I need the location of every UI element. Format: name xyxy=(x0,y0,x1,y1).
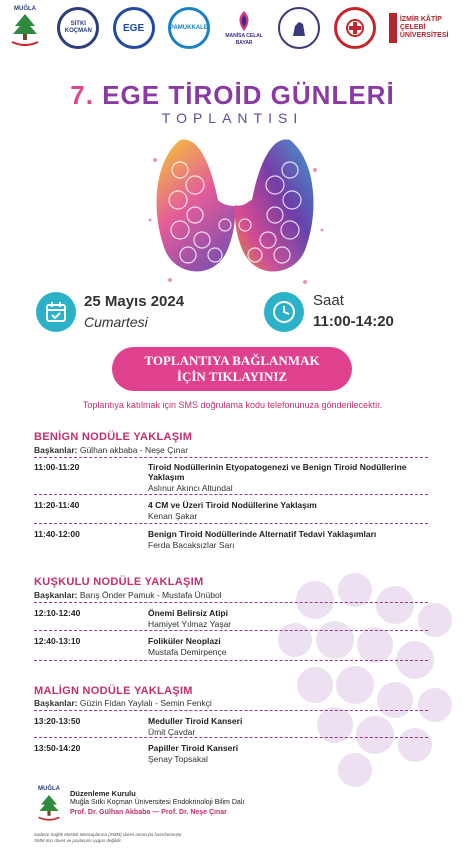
fine-print-line2: SMM dışı davet ve paylaşımı uygun değildir. xyxy=(34,838,123,843)
session-title: BENİGN NODÜLE YAKLAŞIM xyxy=(34,431,193,443)
event-day: Cumartesi xyxy=(84,314,148,330)
izmir-katip-celebi-logo xyxy=(389,9,459,47)
talk-speaker: Kenan Şakar xyxy=(148,511,198,521)
footer-mugla-logo xyxy=(34,786,64,826)
footer-logo-text: MUĞLA xyxy=(38,786,60,792)
talk-topic: Benign Tiroid Nodüllerinde Alternatif Tedavi Yaklaşımları xyxy=(148,529,377,539)
dokuz-eylul-university-logo xyxy=(278,7,320,49)
chairs-names: Güzin Fidan Yaylalı - Semin Fenkçi xyxy=(79,698,212,708)
divider xyxy=(34,660,428,661)
mugla-municipality-logo xyxy=(6,6,44,50)
logo5-text: MANİSA CELAL BAYAR xyxy=(225,33,263,46)
session-chairs xyxy=(34,590,222,600)
organizing-committee-members: Prof. Dr. Gülhan Akbaba — Prof. Dr. Neşe Çınar xyxy=(70,809,227,816)
divider xyxy=(34,630,428,631)
talk-speaker: Hamiyet Yılmaz Yaşar xyxy=(148,619,232,629)
talk-time: 13:20-13:50 xyxy=(34,716,81,726)
divider xyxy=(34,523,428,524)
sponsor-logos xyxy=(6,6,459,50)
talk-topic: Önemi Belirsiz Atipi xyxy=(148,608,228,618)
session-chairs xyxy=(34,445,188,455)
event-time: 11:00-14:20 xyxy=(313,313,394,330)
event-subtitle: TOPLANTISI xyxy=(161,110,304,126)
event-title xyxy=(0,80,465,111)
divider xyxy=(34,494,428,495)
join-button-line2: İÇİN TIKLAYINIZ xyxy=(176,369,288,384)
session-chairs xyxy=(34,698,212,708)
organizing-committee-dept: Muğla Sıtkı Koçman Üniversitesi Endokrinoloji Bilim Dalı xyxy=(70,799,245,806)
event-date: 25 Mayıs 2024 xyxy=(84,293,185,310)
time-label: Saat xyxy=(313,292,344,309)
title-main: EGE TİROİD GÜNLERİ xyxy=(102,80,395,110)
talk-time: 11:20-11:40 xyxy=(34,500,80,510)
chairs-label: Başkanlar: xyxy=(34,698,78,708)
talk-time: 11:00-11:20 xyxy=(34,462,80,472)
mugla-logo-text: MUĞLA xyxy=(14,6,36,12)
divider xyxy=(34,457,428,458)
join-button-line1: TOPLANTIYA BAĞLANMAK xyxy=(144,353,320,368)
divider xyxy=(34,602,428,603)
sitki-kocman-university-logo xyxy=(57,7,99,49)
talk-speaker: Ferda Bacaksızlar Sarı xyxy=(148,540,235,550)
chairs-label: Başkanlar: xyxy=(34,590,78,600)
thyroid-illustration xyxy=(140,130,330,290)
talk-speaker: Mustafa Demirpençe xyxy=(148,647,227,657)
chairs-names: Gülhan akbaba - Neşe Çınar xyxy=(79,445,189,455)
talk-topic: Tiroid Nodüllerinin Etyopatogenezi ve Benign Tiroid Nodüllerine Yaklaşım xyxy=(148,462,407,482)
divider xyxy=(34,710,428,711)
talk-time: 13:50-14:20 xyxy=(34,743,81,753)
talk-topic: 4 CM ve Üzeri Tiroid Nodüllerine Yaklaşım xyxy=(148,500,317,510)
ikcu-text: İZMİR KÂTİP ÇELEBİ ÜNİVERSİTESİ xyxy=(399,16,449,39)
fine-print xyxy=(34,832,183,844)
chairs-label: Başkanlar: xyxy=(34,445,78,455)
talk-speaker: Şenay Topsakal xyxy=(148,754,208,764)
organizing-committee-heading: Düzenleme Kurulu xyxy=(70,789,136,798)
talk-speaker: Ümit Çavdar xyxy=(148,727,196,737)
talk-topic: Foliküler Neoplazi xyxy=(148,636,221,646)
sms-note: Toplantıya katılmak için SMS doğrulama kodu telefonunuza gönderilecektir. xyxy=(82,400,383,410)
chairs-names: Barış Önder Pamuk - Mustafa Ünübol xyxy=(79,590,222,600)
talk-time: 12:40-13:10 xyxy=(34,636,81,646)
logo4-text: PAMUKKALE xyxy=(169,24,208,31)
ege-university-logo xyxy=(113,7,155,49)
calendar-icon xyxy=(36,292,76,332)
session-title: MALİGN NODÜLE YAKLAŞIM xyxy=(34,685,193,697)
background-decoration xyxy=(255,560,465,790)
logo3-text: EGE xyxy=(123,22,145,34)
clock-icon xyxy=(264,292,304,332)
talk-speaker: Aslınur Akıncı Altundal xyxy=(148,483,233,493)
divider xyxy=(34,737,428,738)
talk-time: 12:10-12:40 xyxy=(34,608,81,618)
ikcu-mark xyxy=(389,13,397,43)
talk-time: 11:40-12:00 xyxy=(34,529,80,539)
edition-number: 7. xyxy=(70,80,103,110)
talk-topic: Papiller Tiroid Kanseri xyxy=(148,743,239,753)
manisa-celal-bayar-logo xyxy=(223,7,265,49)
fine-print-line1: Sadece Sağlık Meslek Mensuplarına (SMM) davet amacıyla hazırlanmıştır. xyxy=(34,832,183,837)
talk-topic: Meduller Tiroid Kanseri xyxy=(148,716,243,726)
session-title: KUŞKULU NODÜLE YAKLAŞIM xyxy=(34,576,204,588)
hacettepe-logo xyxy=(334,7,376,49)
logo2-text: SITKI KOÇMAN xyxy=(64,21,92,34)
pamukkale-university-logo xyxy=(168,7,210,49)
join-meeting-button[interactable] xyxy=(112,347,352,391)
